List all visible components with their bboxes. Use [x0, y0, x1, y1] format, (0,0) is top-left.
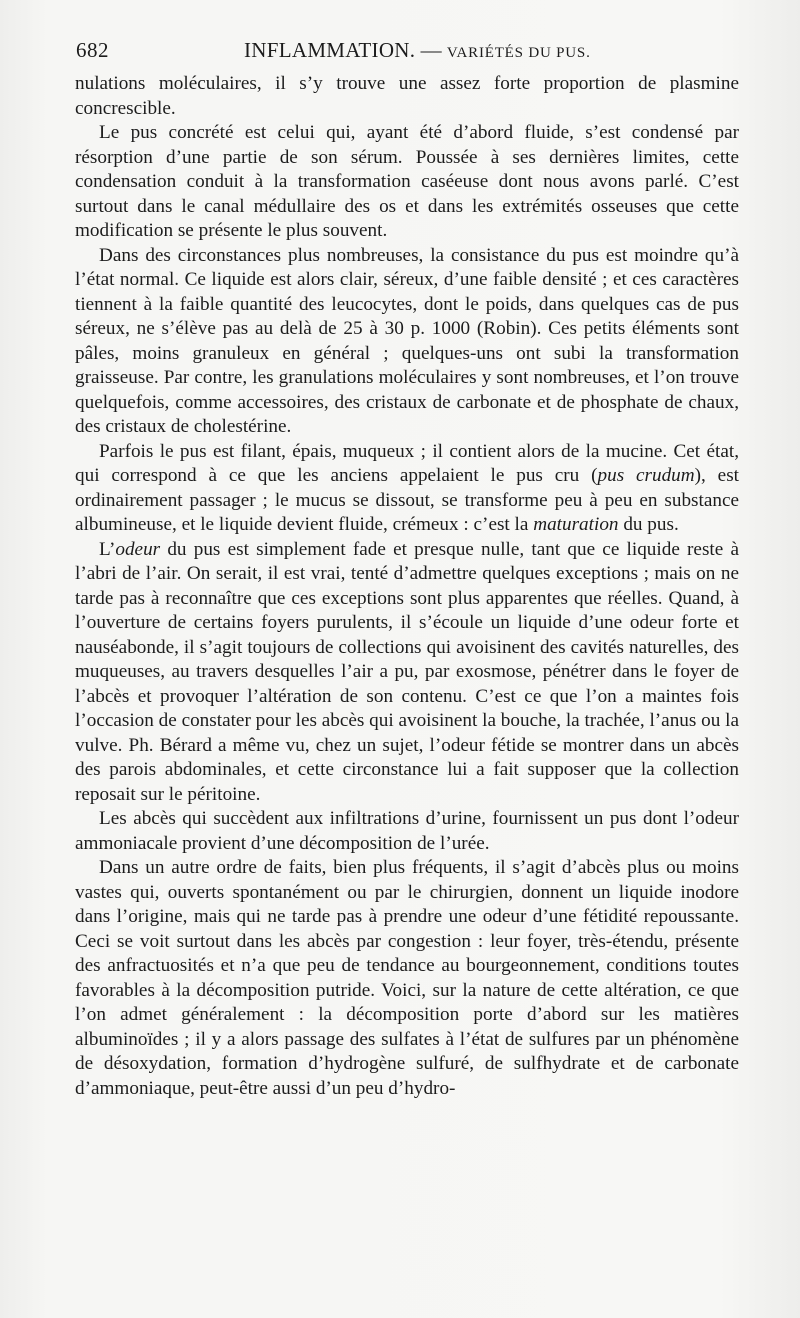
- running-title: [244, 38, 591, 63]
- italic-term: maturation: [533, 514, 619, 535]
- section-title: VARIÉTÉS DU PUS.: [446, 45, 591, 61]
- paragraph-pus-concrete: Le pus concrété est celui qui, ayant été d’abord fluide, s’est condensé par résorption d’une partie de son sérum. Poussée à ses dernières limites, cette condensation conduit à la transformation caséeuse dont nous avons parlé. C’est surtout dans le canal médullaire des os et dans les extrémités osseuses que cette modification se présente le plus souvent.: [75, 122, 739, 241]
- paragraph-abces-congestion: Dans un autre ordre de faits, bien plus fréquents, il s’agit d’abcès plus ou moins vastes qui, ouverts spontanément ou par le chirurgien, donnent un liquide inodore dans l’origine, mais qui ne tarde pas à prendre une odeur d’une fétidité repoussante. Ceci se voit surtout dans les abcès par congestion : leur foyer, très-étendu, présente des anfractuosités et n’a que peu de tendance au bourgeonnement, conditions toutes favorables à la décomposition putride. Voici, sur la nature de cette altération, ce que l’on admet généralement : la décomposition porte d’abord sur les matières albuminoïdes ; il y a alors passage des sulfates à l’état de sulfures par un phénomène de désoxydation, formation d’hydrogène sulfuré, de sulfhydrate et de carbonate d’ammoniaque, peut-être aussi d’un peu d’hydro-: [75, 857, 739, 1099]
- text-run: L’: [99, 538, 116, 560]
- italic-term: pus crudum: [597, 465, 695, 486]
- text-run: du pus est simplement fade et presque nulle, tant que ce liquide reste à l’abri de l’air. On serait, il est vrai, tenté d’admettre quelques exceptions ; mais on ne tarde pas à reconnaître que ces exceptions sont plus apparentes que réelles. Quand, à l’ouverture de certains foyers purulents, il s’écoule un liquide d’une odeur forte et nauséabonde, il s’agit toujours de collections qui avoisinent des cavités naturelles, des muqueuses, au travers desquelles l’air a pu, par exosmose, pénétrer dans le foyer de l’abcès et provoquer l’altération de son contenu. C’est ce que l’on a maintes fois l’occasion de constater pour les abcès qui avoisinent la bouche, la trachée, l’anus ou la vulve. Ph. Bérard a même vu, chez un sujet, l’odeur fétide se montrer dans un abcès des parois abdominales, et cette circonstance lui a fait supposer que la collection reposait sur le péritoine.: [75, 538, 739, 805]
- paragraph-odeur: [75, 538, 739, 808]
- title-dash: —: [415, 38, 447, 62]
- paragraph-pus-muqueux: [75, 440, 739, 538]
- italic-term: odeur: [115, 538, 161, 560]
- chapter-title: INFLAMMATION.: [244, 38, 416, 62]
- text-run: Parfois le pus est filant, épais, muqueux ; il contient alors de la mucine. Cet état, qui correspond à ce que les anciens appelaient le pus cru (: [75, 440, 739, 486]
- paragraph-pus-sereux: Dans des circonstances plus nombreuses, la consistance du pus est moindre qu’à l’état normal. Ce liquide est alors clair, séreux, d’une faible densité ; et ces caractères tiennent à la faible quantité des leucocytes, dont le poids, dans quelques cas de pus séreux, ne s’élève pas au delà de 25 à 30 p. 1000 (Robin). Ces petits éléments sont pâles, moins granuleux en général ; quelques-uns ont subi la transformation graisseuse. Par contre, les granulations moléculaires y sont nombreuses, et l’on trouve quelquefois, comme accessoires, des cristaux de carbonate et de phosphate de chaux, des cristaux de cholestérine.: [75, 244, 739, 437]
- running-header: [76, 38, 740, 68]
- paragraph-infiltrations-urine: Les abcès qui succèdent aux infiltrations d’urine, fournissent un pus dont l’odeur ammoniacale provient d’une décomposition de l’urée.: [75, 808, 739, 854]
- paragraph-continuation: nulations moléculaires, il s’y trouve une assez forte proportion de plasmine concrescible.: [75, 73, 739, 119]
- text-run: ), est ordinairement passager ; le mucus se dissout, se transforme peu à peu en substance albumineuse, et le liquide devient fluide, crémeux : c’est la: [75, 465, 739, 535]
- text-run: du pus.: [618, 514, 679, 535]
- page-number: 682: [76, 38, 109, 62]
- page-body: [75, 72, 739, 1101]
